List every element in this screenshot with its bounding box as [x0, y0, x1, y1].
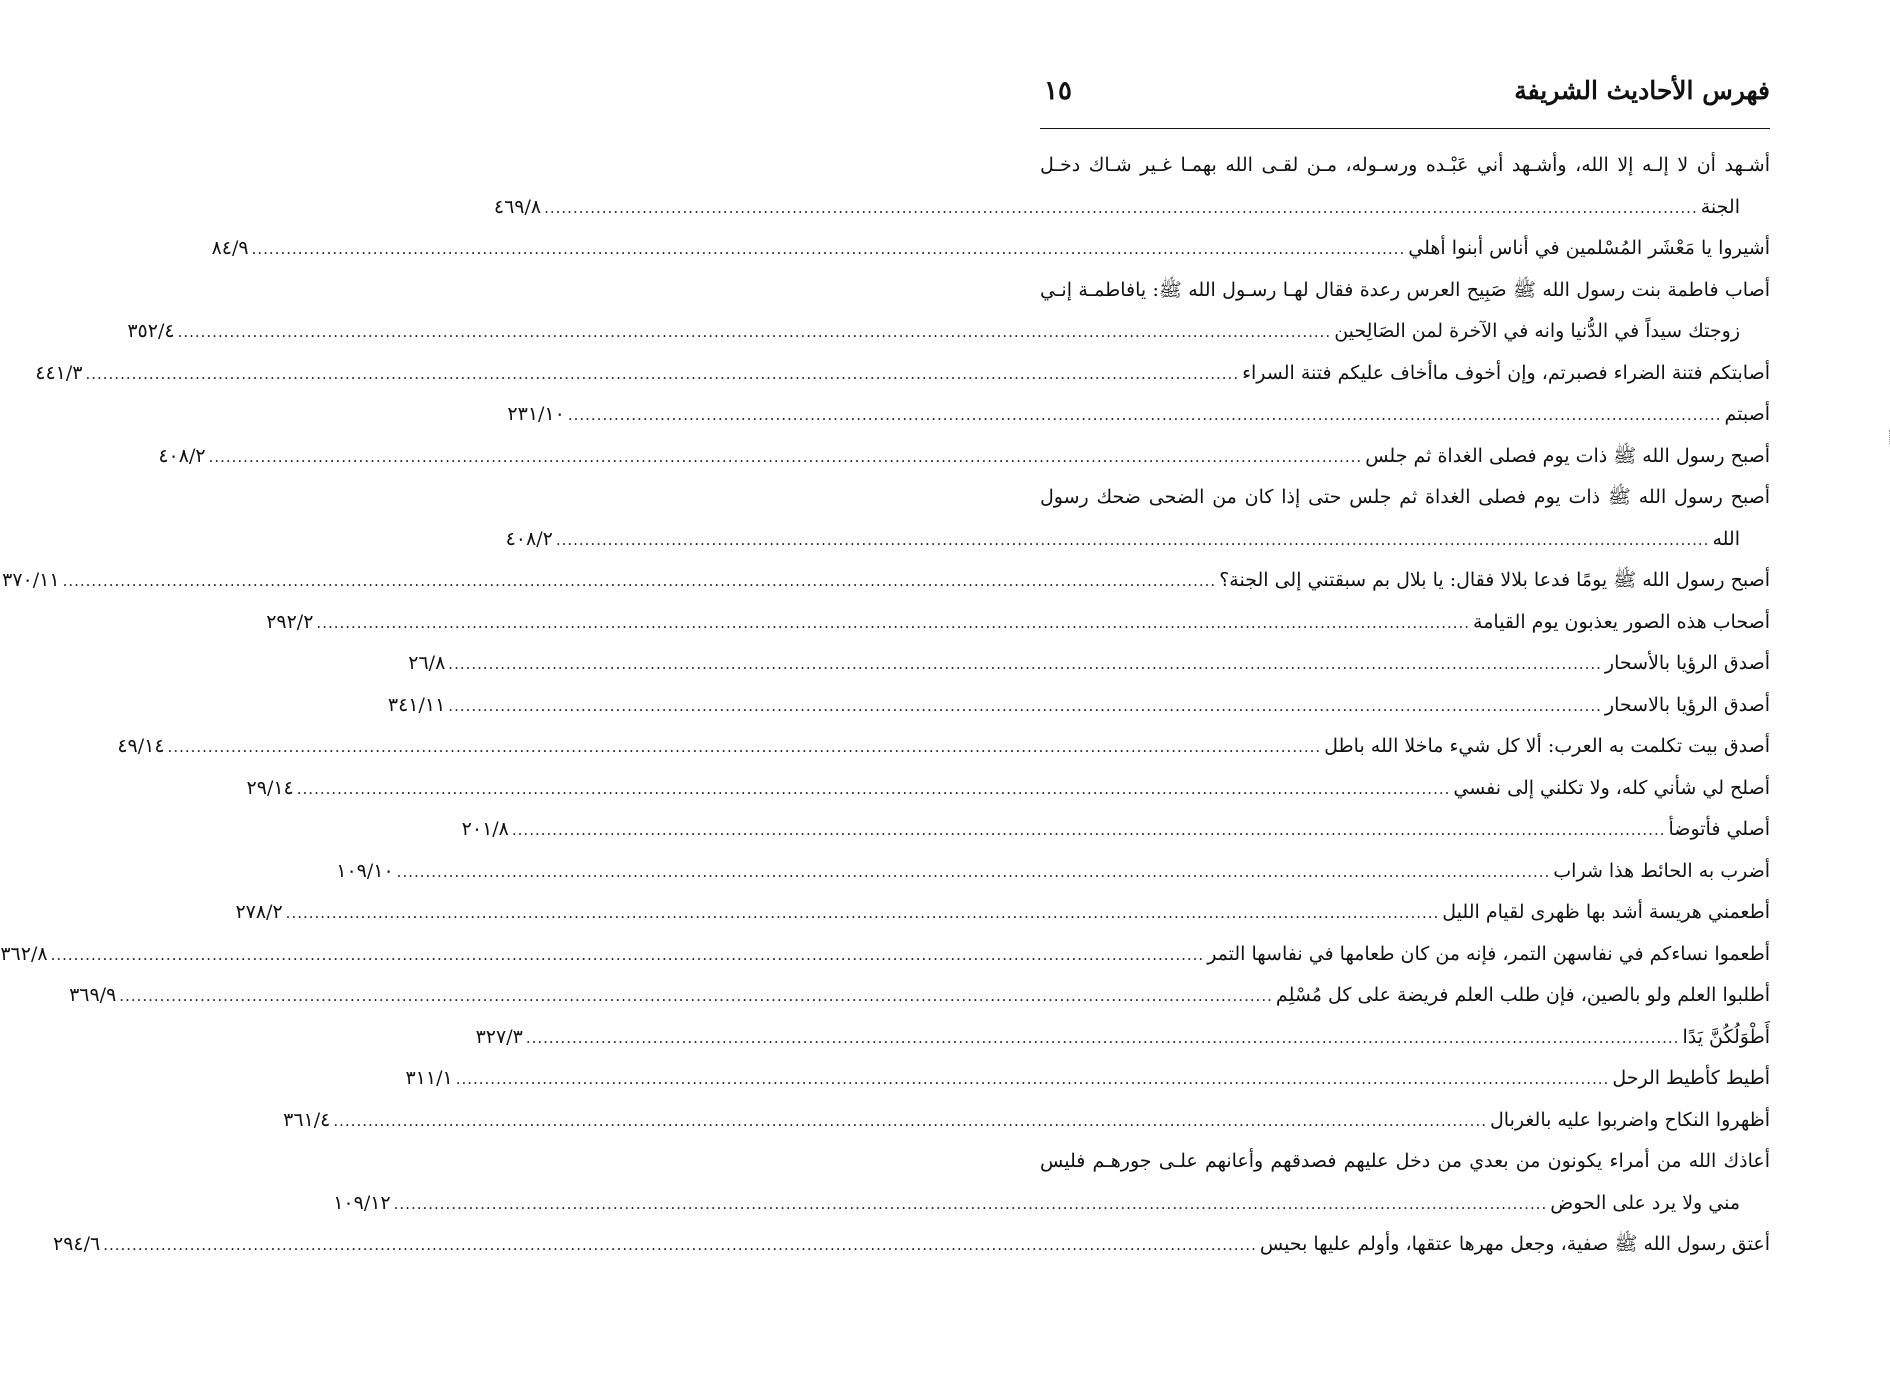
entry-reference: ٢٦/٨ — [408, 652, 446, 674]
index-entry — [158, 436, 1770, 478]
entry-text: أصدق الرؤيا بالأسحار — [1604, 652, 1770, 674]
leader-dots: ........................................................................................................................................................................................................ — [208, 447, 1363, 466]
entry-text: أصحاب هذه الصور يعذبون يوم القيامة — [1473, 610, 1770, 633]
entry-reference: ٤٠٨/٢ — [505, 527, 553, 550]
index-entry — [1040, 477, 1770, 519]
entry-reference: ٤٦٩/٨ — [493, 195, 542, 218]
entry-reference: ٢٠١/٨ — [461, 818, 509, 840]
entry-text: أشـهد أن لا إلـه إلا الله، وأشـهد أني عَبْـده ورسـوله، مـن لقـى الله بهمـا غـير شـاك دخـل — [1040, 154, 1770, 176]
entry-text: أصلي فأتوضأ — [1668, 818, 1770, 840]
leader-dots: ........................................................................................................................................................................................................ — [62, 572, 1217, 590]
leader-dots: ........................................................................................................................................................................................................ — [567, 406, 1722, 424]
entry-text: أصاب فاطمة بنت رسول الله ﷺ صَبِيح العرس رعدة فقال لهـا رسـول الله ﷺ: يافاطمـة إنـي — [1040, 278, 1770, 301]
index-entry-continuation — [493, 187, 1770, 229]
hadith-index-list — [0, 145, 1770, 1266]
leader-dots: ........................................................................................................................................................................................................ — [296, 779, 1451, 798]
index-entry — [336, 851, 1770, 893]
leader-dots: ........................................................................................................................................................................................................ — [525, 1028, 1680, 1047]
entry-reference: ٢٩/١٤ — [246, 776, 294, 799]
index-entry — [283, 1100, 1770, 1142]
leader-dots: ........................................................................................................................................................................................................ — [396, 862, 1551, 881]
index-entry — [1040, 270, 1770, 312]
entry-reference: ٣١١/١ — [405, 1067, 453, 1089]
index-entry — [1040, 145, 1770, 187]
entry-text: أصابتكم فتنة الضراء فصبرتم، وإن أخوف ماأخاف عليكم فتنة السراء — [1242, 361, 1770, 384]
entry-reference: ٢٣١/١٠ — [507, 403, 565, 425]
leader-dots: ........................................................................................................................................................................................................ — [448, 696, 1602, 715]
index-entry — [1040, 1141, 1770, 1183]
entry-reference: ٣٦١/٤ — [283, 1108, 331, 1131]
index-entry — [408, 643, 1770, 685]
index-entry-continuation — [127, 311, 1770, 353]
index-entry — [52, 1224, 1770, 1266]
entry-reference: ٤٠٨/٢ — [158, 444, 206, 467]
page-header — [1040, 72, 1770, 129]
entry-reference: ٣٢٧/٣ — [475, 1025, 523, 1048]
entry-reference: ٤٩/١٤ — [117, 735, 165, 757]
entry-text: أصبح رسول الله ﷺ ذات يوم فصلى الغداة ثم جلس حتى إذا كان من الضحى ضحك رسول — [1040, 486, 1770, 508]
index-entry — [405, 1058, 1770, 1100]
entry-text: أعتق رسول الله ﷺ صفية، وجعل مهرها عتقها، وأولم عليها بحيس — [1259, 1233, 1770, 1255]
index-entry — [69, 975, 1770, 1017]
index-entry — [117, 726, 1770, 768]
entry-reference: ٤٤١/٣ — [35, 361, 83, 384]
entry-text: مني ولا يرد على الحوض — [1550, 1191, 1740, 1214]
entry-text: أعاذك الله من أمراء يكونون من بعدي من دخل عليهم فصدقهم وأعانهم علـى جورهـم فليس — [1040, 1150, 1770, 1172]
entry-text: أصبح رسول الله ﷺ ذات يوم فصلى الغداة ثم جلس — [1365, 444, 1770, 467]
entry-reference: ٢٧٨/٢ — [235, 901, 283, 923]
index-entry — [235, 892, 1770, 934]
entry-text: أظهروا النكاح واضربوا عليه بالغربال — [1490, 1108, 1770, 1131]
leader-dots: ........................................................................................................................................................................................................ — [544, 198, 1698, 217]
page-title: فهرس الأحاديث الشريفة — [1514, 76, 1770, 105]
entry-text: أَطْوَلُكُنَّ يَدًا — [1682, 1025, 1770, 1048]
entry-text: أطعموا نساءكم في نفاسهن التمر، فإنه من كان طعامها في نفاسها التمر — [1207, 942, 1770, 965]
entry-text: أصدق الرؤيا بالاسحار — [1604, 693, 1770, 716]
leader-dots: ........................................................................................................................................................................................................ — [167, 738, 1322, 756]
index-entry — [461, 809, 1770, 851]
index-entry — [0, 934, 1770, 976]
entry-reference: ١٠٩/١٢ — [333, 1191, 391, 1214]
leader-dots: ........................................................................................................................................................................................................ — [177, 323, 1332, 341]
leader-dots: ........................................................................................................................................................................................................ — [393, 1194, 1548, 1213]
entry-text: أصبتم — [1724, 403, 1770, 425]
entry-text: الجنة — [1700, 195, 1740, 218]
entry-text: أصبح رسول الله ﷺ يومًا فدعا بلالا فقال: يا بلال بم سبقتني إلى الجنة؟ — [1219, 569, 1770, 591]
entry-text: أصلح لي شأني كله، ولا تكلني إلى نفسي — [1453, 776, 1770, 799]
index-entry — [2, 560, 1770, 602]
entry-text: أطعمني هريسة أشد بها ظهرى لقيام الليل — [1442, 901, 1770, 923]
entry-reference: ٢٩٤/٦ — [52, 1233, 101, 1255]
entry-reference: ٢٩٢/٢ — [266, 610, 314, 633]
index-entry — [387, 685, 1770, 727]
index-entry — [211, 228, 1770, 270]
leader-dots: ........................................................................................................................................................................................................ — [455, 1070, 1610, 1088]
page-number: ١٥ — [1044, 76, 1072, 106]
index-entry — [507, 394, 1770, 436]
index-entry-continuation — [505, 519, 1770, 561]
entry-text: زوجتك سيداً في الدُّنيا وانه في الآخرة لمن الصَالِحين — [1334, 320, 1740, 342]
entry-reference: ٣٧٠/١١ — [2, 569, 60, 591]
index-entry — [266, 602, 1770, 644]
leader-dots: ........................................................................................................................................................................................................ — [119, 987, 1273, 1005]
index-entry — [35, 353, 1770, 395]
entry-text: أطلبوا العلم ولو بالصين، فإن طلب العلم فريضة على كل مُسْلِم — [1275, 984, 1770, 1006]
entry-text: أشيروا يا مَعْشَر المُسْلمين في أناس أبنوا أهلي — [1408, 237, 1770, 259]
leader-dots: ........................................................................................................................................................................................................ — [511, 821, 1666, 839]
entry-text: أطيط كأطيط الرحل — [1612, 1067, 1770, 1089]
leader-dots: ........................................................................................................................................................................................................ — [333, 1111, 1487, 1130]
entry-reference: ٣٤١/١١ — [387, 693, 446, 716]
entry-reference: ١٠٩/١٠ — [336, 859, 394, 882]
entry-text: أضرب به الحائط هذا شراب — [1553, 859, 1770, 882]
entry-reference: ٨٤/٩ — [211, 237, 249, 259]
leader-dots: ........................................................................................................................................................................................................ — [448, 655, 1602, 673]
leader-dots: ........................................................................................................................................................................................................ — [251, 240, 1406, 258]
entry-text: أصدق بيت تكلمت به العرب: ألا كل شيء ماخلا الله باطل — [1324, 735, 1770, 757]
entry-reference: ٣٥٢/٤ — [127, 320, 175, 342]
index-entry-continuation — [333, 1183, 1770, 1225]
entry-text: الله — [1712, 527, 1740, 550]
entry-reference: ٣٦٩/٩ — [69, 984, 117, 1006]
leader-dots: ........................................................................................................................................................................................................ — [285, 904, 1440, 922]
leader-dots: ........................................................................................................................................................................................................ — [103, 1236, 1257, 1254]
leader-dots: ........................................................................................................................................................................................................ — [316, 613, 1471, 632]
index-entry — [475, 1017, 1770, 1059]
leader-dots: ........................................................................................................................................................................................................ — [555, 530, 1710, 549]
leader-dots: ........................................................................................................................................................................................................ — [85, 364, 1240, 383]
entry-reference: ٣٦٢/٨ — [0, 942, 48, 965]
index-entry — [246, 768, 1770, 810]
leader-dots: ........................................................................................................................................................................................................ — [50, 945, 1205, 964]
